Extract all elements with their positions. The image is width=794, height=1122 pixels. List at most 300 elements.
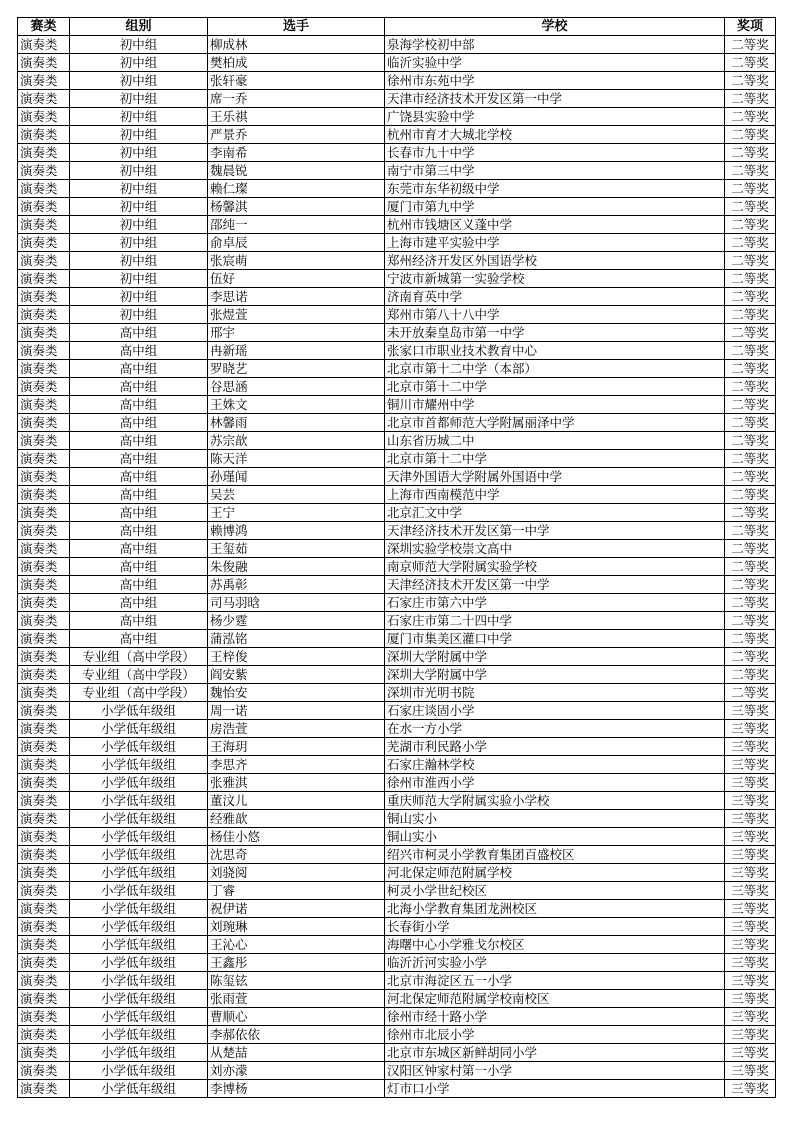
table-row	[18, 252, 776, 270]
cell-category: 演奏类	[18, 900, 70, 918]
cell-player: 王宁	[208, 504, 385, 522]
cell-category: 演奏类	[18, 216, 70, 234]
cell-award: 二等奖	[725, 378, 776, 396]
cell-award: 二等奖	[725, 198, 776, 216]
cell-school: 北京市第十二中学（本部）	[385, 360, 725, 378]
table-row	[18, 864, 776, 882]
cell-award: 三等奖	[725, 702, 776, 720]
cell-player: 俞卓辰	[208, 234, 385, 252]
cell-player: 王梓俊	[208, 648, 385, 666]
cell-school: 南京师范大学附属实验学校	[385, 558, 725, 576]
table-row	[18, 576, 776, 594]
cell-award: 三等奖	[725, 1044, 776, 1062]
cell-group: 初中组	[70, 144, 208, 162]
cell-award: 二等奖	[725, 486, 776, 504]
cell-award: 二等奖	[725, 216, 776, 234]
table-row	[18, 414, 776, 432]
cell-player: 邢宇	[208, 324, 385, 342]
cell-group: 小学低年级组	[70, 1062, 208, 1080]
cell-award: 二等奖	[725, 54, 776, 72]
table-row	[18, 990, 776, 1008]
cell-school: 海曙中心小学雅戈尔校区	[385, 936, 725, 954]
cell-player: 柳成林	[208, 36, 385, 54]
cell-player: 曹顺心	[208, 1008, 385, 1026]
table-row	[18, 288, 776, 306]
table-row	[18, 396, 776, 414]
table-row	[18, 900, 776, 918]
cell-award: 二等奖	[725, 504, 776, 522]
cell-category: 演奏类	[18, 198, 70, 216]
cell-group: 初中组	[70, 216, 208, 234]
cell-player: 张煜萱	[208, 306, 385, 324]
cell-school: 石家庄市第六中学	[385, 594, 725, 612]
cell-category: 演奏类	[18, 774, 70, 792]
cell-category: 演奏类	[18, 450, 70, 468]
cell-category: 演奏类	[18, 648, 70, 666]
cell-category: 演奏类	[18, 432, 70, 450]
table-row	[18, 702, 776, 720]
cell-award: 三等奖	[725, 846, 776, 864]
cell-award: 二等奖	[725, 270, 776, 288]
cell-school: 天津经济技术开发区第一中学	[385, 576, 725, 594]
cell-category: 演奏类	[18, 252, 70, 270]
cell-award: 三等奖	[725, 756, 776, 774]
cell-player: 伍好	[208, 270, 385, 288]
cell-group: 初中组	[70, 198, 208, 216]
cell-group: 小学低年级组	[70, 810, 208, 828]
cell-category: 演奏类	[18, 810, 70, 828]
cell-category: 演奏类	[18, 396, 70, 414]
table-row	[18, 72, 776, 90]
cell-school: 河北保定师范附属学校南校区	[385, 990, 725, 1008]
cell-player: 冉新瑶	[208, 342, 385, 360]
cell-category: 演奏类	[18, 288, 70, 306]
cell-school: 北京市首都师范大学附属丽泽中学	[385, 414, 725, 432]
cell-award: 二等奖	[725, 324, 776, 342]
table-row	[18, 846, 776, 864]
cell-category: 演奏类	[18, 684, 70, 702]
cell-group: 高中组	[70, 360, 208, 378]
cell-group: 初中组	[70, 288, 208, 306]
table-row	[18, 612, 776, 630]
table-row	[18, 126, 776, 144]
cell-group: 初中组	[70, 72, 208, 90]
cell-category: 演奏类	[18, 882, 70, 900]
cell-category: 演奏类	[18, 90, 70, 108]
table-row	[18, 954, 776, 972]
cell-player: 王乐祺	[208, 108, 385, 126]
cell-school: 宁波市新城第一实验学校	[385, 270, 725, 288]
table-row	[18, 882, 776, 900]
cell-player: 杨佳小悠	[208, 828, 385, 846]
table-row	[18, 522, 776, 540]
cell-group: 小学低年级组	[70, 702, 208, 720]
cell-group: 高中组	[70, 468, 208, 486]
cell-award: 二等奖	[725, 162, 776, 180]
cell-award: 三等奖	[725, 810, 776, 828]
cell-award: 二等奖	[725, 126, 776, 144]
table-row	[18, 450, 776, 468]
cell-category: 演奏类	[18, 342, 70, 360]
cell-school: 未开放秦皇岛市第一中学	[385, 324, 725, 342]
cell-category: 演奏类	[18, 108, 70, 126]
table-row	[18, 378, 776, 396]
table-row	[18, 504, 776, 522]
cell-school: 河北保定师范附属学校	[385, 864, 725, 882]
cell-category: 演奏类	[18, 864, 70, 882]
cell-player: 刘骁阅	[208, 864, 385, 882]
cell-player: 司马羽晗	[208, 594, 385, 612]
cell-group: 高中组	[70, 450, 208, 468]
cell-group: 高中组	[70, 324, 208, 342]
table-row	[18, 306, 776, 324]
table-row	[18, 630, 776, 648]
table-row	[18, 684, 776, 702]
cell-group: 小学低年级组	[70, 846, 208, 864]
cell-school: 北京市第十二中学	[385, 450, 725, 468]
cell-category: 演奏类	[18, 918, 70, 936]
cell-group: 初中组	[70, 108, 208, 126]
cell-group: 初中组	[70, 270, 208, 288]
table-row	[18, 792, 776, 810]
table-row	[18, 540, 776, 558]
cell-school: 深圳大学附属中学	[385, 666, 725, 684]
table-row	[18, 918, 776, 936]
cell-player: 赖博鸿	[208, 522, 385, 540]
cell-category: 演奏类	[18, 306, 70, 324]
cell-player: 陈玺铉	[208, 972, 385, 990]
cell-category: 演奏类	[18, 1080, 70, 1098]
table-row	[18, 432, 776, 450]
cell-school: 深圳大学附属中学	[385, 648, 725, 666]
table-row	[18, 936, 776, 954]
cell-award: 二等奖	[725, 234, 776, 252]
cell-award: 二等奖	[725, 576, 776, 594]
cell-school: 铜川市耀州中学	[385, 396, 725, 414]
cell-group: 高中组	[70, 396, 208, 414]
cell-school: 深圳市光明书院	[385, 684, 725, 702]
cell-award: 二等奖	[725, 522, 776, 540]
cell-school: 铜山实小	[385, 810, 725, 828]
cell-award: 三等奖	[725, 1026, 776, 1044]
cell-category: 演奏类	[18, 1026, 70, 1044]
cell-group: 小学低年级组	[70, 828, 208, 846]
cell-player: 祝伊诺	[208, 900, 385, 918]
cell-award: 二等奖	[725, 450, 776, 468]
cell-player: 李思诺	[208, 288, 385, 306]
cell-award: 二等奖	[725, 468, 776, 486]
cell-school: 徐州市经十路小学	[385, 1008, 725, 1026]
cell-school: 天津外国语大学附属外国语中学	[385, 468, 725, 486]
cell-school: 重庆师范大学附属实验小学校	[385, 792, 725, 810]
table-row	[18, 360, 776, 378]
cell-award: 三等奖	[725, 720, 776, 738]
cell-group: 专业组（高中学段）	[70, 684, 208, 702]
cell-school: 长春市九十中学	[385, 144, 725, 162]
table-row	[18, 108, 776, 126]
cell-player: 丁睿	[208, 882, 385, 900]
cell-school: 灯市口小学	[385, 1080, 725, 1098]
cell-award: 二等奖	[725, 180, 776, 198]
cell-award: 二等奖	[725, 396, 776, 414]
table-row	[18, 666, 776, 684]
cell-group: 小学低年级组	[70, 1008, 208, 1026]
cell-school: 芜湖市利民路小学	[385, 738, 725, 756]
cell-school: 深圳实验学校崇文高中	[385, 540, 725, 558]
cell-player: 苏宗歆	[208, 432, 385, 450]
header-award: 奖项	[725, 18, 776, 36]
cell-player: 周一诺	[208, 702, 385, 720]
cell-school: 铜山实小	[385, 828, 725, 846]
cell-school: 在水一方小学	[385, 720, 725, 738]
cell-school: 厦门市第九中学	[385, 198, 725, 216]
cell-school: 徐州市东苑中学	[385, 72, 725, 90]
cell-player: 赖仁璨	[208, 180, 385, 198]
cell-player: 王沁心	[208, 936, 385, 954]
table-row	[18, 774, 776, 792]
cell-award: 二等奖	[725, 684, 776, 702]
cell-player: 从楚喆	[208, 1044, 385, 1062]
header-category: 赛类	[18, 18, 70, 36]
cell-group: 小学低年级组	[70, 1080, 208, 1098]
cell-school: 汉阳区钟家村第一小学	[385, 1062, 725, 1080]
cell-player: 罗晓艺	[208, 360, 385, 378]
table-row	[18, 324, 776, 342]
cell-category: 演奏类	[18, 504, 70, 522]
cell-award: 二等奖	[725, 288, 776, 306]
cell-school: 临沂沂河实验小学	[385, 954, 725, 972]
table-row	[18, 1026, 776, 1044]
cell-category: 演奏类	[18, 144, 70, 162]
cell-group: 小学低年级组	[70, 774, 208, 792]
cell-player: 杨馨淇	[208, 198, 385, 216]
awards-table	[17, 17, 776, 1098]
cell-school: 天津经济技术开发区第一中学	[385, 522, 725, 540]
cell-group: 高中组	[70, 522, 208, 540]
cell-category: 演奏类	[18, 270, 70, 288]
cell-player: 樊柏成	[208, 54, 385, 72]
cell-group: 小学低年级组	[70, 900, 208, 918]
cell-category: 演奏类	[18, 378, 70, 396]
cell-group: 高中组	[70, 630, 208, 648]
cell-group: 小学低年级组	[70, 990, 208, 1008]
table-row	[18, 162, 776, 180]
cell-group: 小学低年级组	[70, 792, 208, 810]
cell-category: 演奏类	[18, 576, 70, 594]
cell-award: 二等奖	[725, 540, 776, 558]
cell-player: 孙瑾闻	[208, 468, 385, 486]
cell-group: 初中组	[70, 234, 208, 252]
cell-player: 李博杨	[208, 1080, 385, 1098]
cell-group: 高中组	[70, 342, 208, 360]
cell-award: 三等奖	[725, 774, 776, 792]
cell-category: 演奏类	[18, 36, 70, 54]
table-row	[18, 972, 776, 990]
cell-category: 演奏类	[18, 666, 70, 684]
cell-school: 天津市经济技术开发区第一中学	[385, 90, 725, 108]
cell-player: 王姝文	[208, 396, 385, 414]
cell-category: 演奏类	[18, 72, 70, 90]
cell-award: 三等奖	[725, 1062, 776, 1080]
cell-group: 高中组	[70, 486, 208, 504]
cell-category: 演奏类	[18, 234, 70, 252]
cell-player: 董汶儿	[208, 792, 385, 810]
cell-group: 初中组	[70, 90, 208, 108]
cell-player: 严景乔	[208, 126, 385, 144]
cell-group: 高中组	[70, 504, 208, 522]
cell-school: 北京市海淀区五一小学	[385, 972, 725, 990]
cell-award: 二等奖	[725, 360, 776, 378]
table-row	[18, 558, 776, 576]
cell-player: 邵纯一	[208, 216, 385, 234]
header-school: 学校	[385, 18, 725, 36]
cell-school: 上海市西南模范中学	[385, 486, 725, 504]
cell-award: 三等奖	[725, 990, 776, 1008]
cell-category: 演奏类	[18, 702, 70, 720]
table-row	[18, 486, 776, 504]
cell-award: 三等奖	[725, 954, 776, 972]
cell-award: 三等奖	[725, 1008, 776, 1026]
cell-school: 北京汇文中学	[385, 504, 725, 522]
table-row	[18, 1008, 776, 1026]
cell-category: 演奏类	[18, 468, 70, 486]
cell-group: 初中组	[70, 126, 208, 144]
table-row	[18, 756, 776, 774]
cell-category: 演奏类	[18, 738, 70, 756]
cell-player: 王玺茹	[208, 540, 385, 558]
table-row	[18, 720, 776, 738]
cell-player: 魏怡安	[208, 684, 385, 702]
table-body	[18, 36, 776, 1098]
cell-category: 演奏类	[18, 936, 70, 954]
cell-category: 演奏类	[18, 522, 70, 540]
table-header	[18, 18, 776, 36]
cell-award: 三等奖	[725, 828, 776, 846]
table-row	[18, 468, 776, 486]
cell-group: 小学低年级组	[70, 918, 208, 936]
cell-school: 郑州经济开发区外国语学校	[385, 252, 725, 270]
cell-player: 陈天洋	[208, 450, 385, 468]
cell-award: 二等奖	[725, 612, 776, 630]
cell-category: 演奏类	[18, 1062, 70, 1080]
cell-award: 二等奖	[725, 648, 776, 666]
cell-category: 演奏类	[18, 720, 70, 738]
cell-award: 三等奖	[725, 738, 776, 756]
cell-category: 演奏类	[18, 162, 70, 180]
header-row	[18, 18, 776, 36]
cell-group: 小学低年级组	[70, 936, 208, 954]
cell-player: 张雨萱	[208, 990, 385, 1008]
cell-award: 二等奖	[725, 108, 776, 126]
cell-group: 小学低年级组	[70, 756, 208, 774]
cell-category: 演奏类	[18, 792, 70, 810]
table-row	[18, 144, 776, 162]
cell-award: 三等奖	[725, 900, 776, 918]
table-row	[18, 810, 776, 828]
cell-group: 小学低年级组	[70, 738, 208, 756]
cell-group: 高中组	[70, 378, 208, 396]
cell-school: 东莞市东华初级中学	[385, 180, 725, 198]
table-row	[18, 738, 776, 756]
cell-school: 长春街小学	[385, 918, 725, 936]
cell-player: 李南希	[208, 144, 385, 162]
table-row	[18, 90, 776, 108]
cell-group: 高中组	[70, 594, 208, 612]
cell-school: 南宁市第三中学	[385, 162, 725, 180]
cell-category: 演奏类	[18, 612, 70, 630]
cell-award: 三等奖	[725, 882, 776, 900]
cell-school: 石家庄谈固小学	[385, 702, 725, 720]
cell-player: 经雅歆	[208, 810, 385, 828]
cell-award: 三等奖	[725, 918, 776, 936]
cell-category: 演奏类	[18, 486, 70, 504]
cell-award: 二等奖	[725, 432, 776, 450]
cell-category: 演奏类	[18, 324, 70, 342]
cell-award: 三等奖	[725, 972, 776, 990]
cell-group: 小学低年级组	[70, 882, 208, 900]
cell-group: 初中组	[70, 36, 208, 54]
cell-player: 张宸萌	[208, 252, 385, 270]
table-row	[18, 594, 776, 612]
cell-player: 张雅淇	[208, 774, 385, 792]
cell-school: 石家庄瀚林学校	[385, 756, 725, 774]
cell-player: 刘亦濛	[208, 1062, 385, 1080]
cell-school: 张家口市职业技术教育中心	[385, 342, 725, 360]
header-group: 组别	[70, 18, 208, 36]
cell-category: 演奏类	[18, 180, 70, 198]
cell-school: 北京市第十二中学	[385, 378, 725, 396]
cell-group: 小学低年级组	[70, 954, 208, 972]
cell-group: 小学低年级组	[70, 1026, 208, 1044]
cell-school: 郑州市第八十八中学	[385, 306, 725, 324]
cell-player: 杨少霆	[208, 612, 385, 630]
cell-category: 演奏类	[18, 846, 70, 864]
cell-category: 演奏类	[18, 414, 70, 432]
cell-group: 高中组	[70, 432, 208, 450]
cell-group: 高中组	[70, 576, 208, 594]
cell-group: 初中组	[70, 252, 208, 270]
cell-group: 初中组	[70, 162, 208, 180]
cell-award: 三等奖	[725, 1080, 776, 1098]
cell-school: 上海市建平实验中学	[385, 234, 725, 252]
cell-player: 沈思奇	[208, 846, 385, 864]
cell-school: 广饶县实验中学	[385, 108, 725, 126]
cell-player: 李郝依依	[208, 1026, 385, 1044]
cell-player: 刘琬琳	[208, 918, 385, 936]
table-row	[18, 1062, 776, 1080]
cell-award: 三等奖	[725, 864, 776, 882]
cell-player: 蒲泓铭	[208, 630, 385, 648]
cell-school: 徐州市淮西小学	[385, 774, 725, 792]
cell-award: 二等奖	[725, 414, 776, 432]
table-row	[18, 198, 776, 216]
cell-player: 房浩萱	[208, 720, 385, 738]
cell-school: 徐州市北辰小学	[385, 1026, 725, 1044]
table-row	[18, 1080, 776, 1098]
cell-school: 临沂实验中学	[385, 54, 725, 72]
cell-award: 二等奖	[725, 252, 776, 270]
table-row	[18, 216, 776, 234]
cell-player: 席一乔	[208, 90, 385, 108]
table-row	[18, 54, 776, 72]
cell-category: 演奏类	[18, 990, 70, 1008]
cell-category: 演奏类	[18, 630, 70, 648]
cell-group: 小学低年级组	[70, 1044, 208, 1062]
cell-group: 小学低年级组	[70, 720, 208, 738]
cell-player: 李思齐	[208, 756, 385, 774]
cell-group: 初中组	[70, 180, 208, 198]
cell-school: 济南育英中学	[385, 288, 725, 306]
